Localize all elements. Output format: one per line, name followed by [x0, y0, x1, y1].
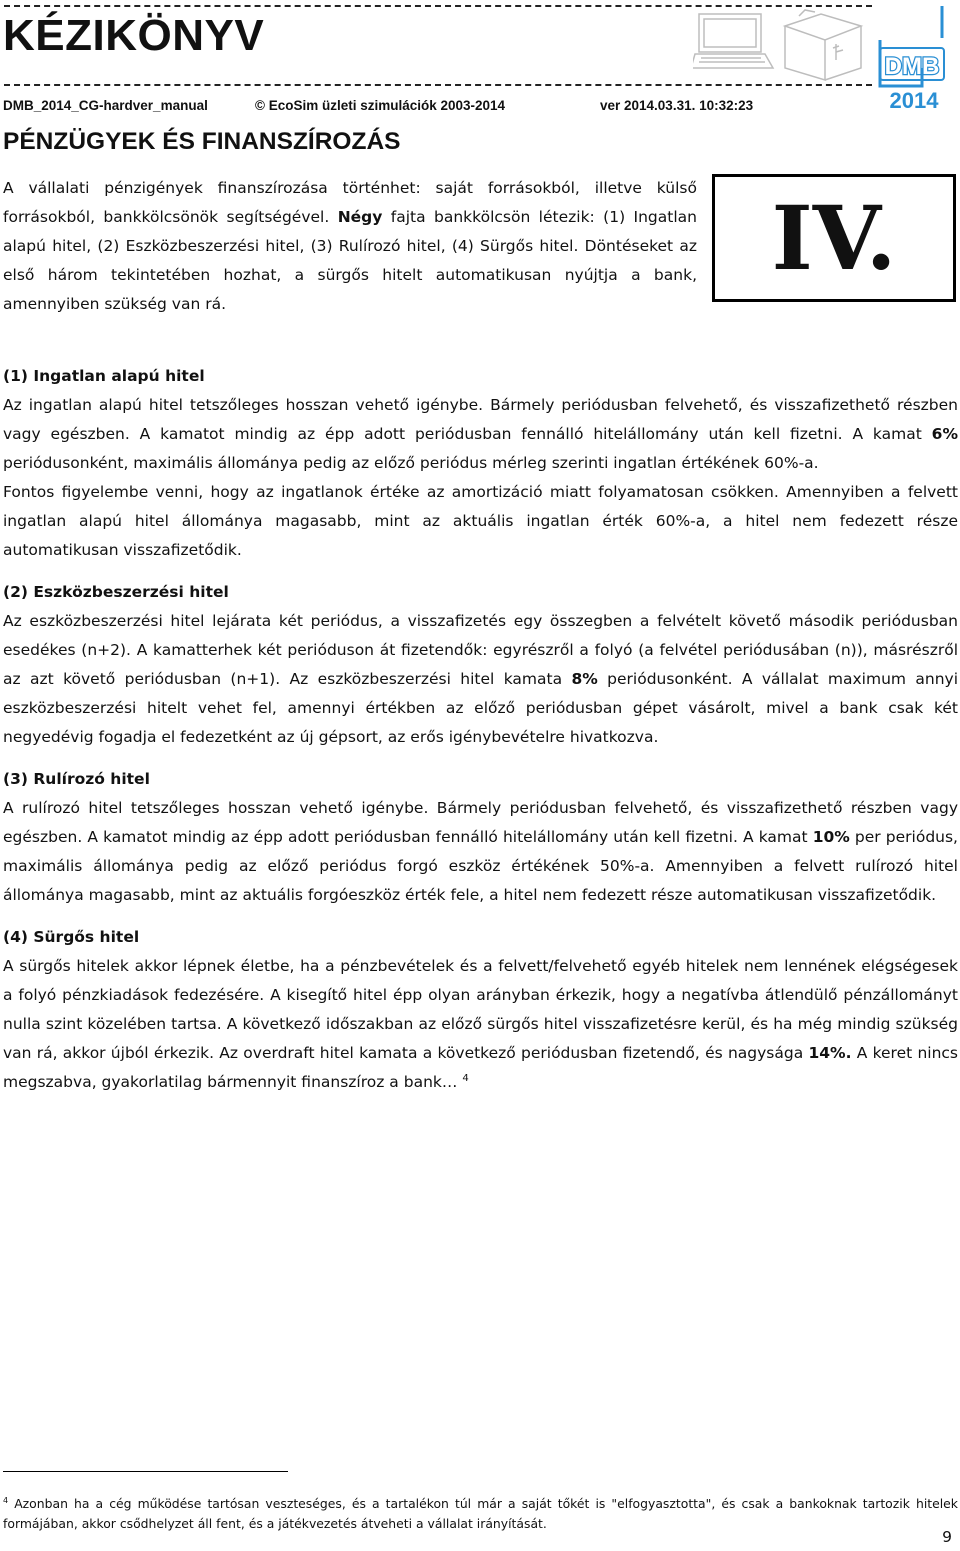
- section-rulirozo-hitel: [3, 765, 958, 910]
- text: Az eszközbeszerzési hitel lejárata két periódus, a visszafizetés egy összegben a felvételt követő második periódusban esedékes (n+2). A kamatterhek két perióduson át fizetendők: egyrészről a folyó (a felvétel periódusában (n)), másrészről az azt követő periódusban (n+1). Az eszközbeszerzési hitel kamata: [3, 612, 958, 688]
- section-title: PÉNZÜGYEK ÉS FINANSZÍROZÁS: [3, 128, 401, 155]
- intro-paragraph: [3, 174, 697, 319]
- text: Az ingatlan alapú hitel tetszőleges hosszan vehető igénybe. Bármely periódusban felvehető, és visszafizethető részben vagy egészben. A kamatot mindig az épp adott periódusban fennálló hitelállomány után kell fizetni. A kamat: [3, 396, 958, 443]
- header-filename: DMB_2014_CG-hardver_manual: [3, 98, 208, 113]
- footnote-number: 4: [3, 1495, 9, 1505]
- rate-value: 6%: [931, 425, 958, 443]
- footnote-separator: [3, 1471, 288, 1472]
- svg-text:DMB: DMB: [884, 53, 940, 80]
- computer-sketch-icon: [693, 8, 871, 82]
- svg-text:2014: 2014: [889, 88, 939, 113]
- intro-text-2: fajta bankkölcsön létezik: (1) Ingatlan alapú hitel, (2) Eszközbeszerzési hitel, (3) Rulírozó hitel, (4) Sürgős hitel. Döntéseket az első három tekintetében hozhat, a sürgős hitelt automatikusan nyújtja a bank, amennyiben szükség van rá.: [3, 208, 697, 313]
- page-number: 9: [942, 1528, 952, 1546]
- document-title: KÉZIKÖNYV: [3, 11, 265, 60]
- text: A keret nincs megszabva, gyakorlatilag bármennyit finanszíroz a bank…: [3, 1044, 959, 1091]
- paragraph: [3, 952, 958, 1097]
- section-heading: (4) Sürgős hitel: [3, 928, 140, 946]
- intro-text-1: A vállalati pénzigények finanszírozása történhet: saját forrásokból, illetve külső forrásokból, bankkölcsönök segítségével.: [3, 179, 697, 226]
- section-ingatlan-hitel: [3, 362, 958, 565]
- footnote-text: Azonban ha a cég működése tartósan veszteséges, és a tartalékon túl már a saját tőkét is "elfogyasztotta", és csak a bankoknak tartozik hitelek formájában, akkor csődhelyzet áll fent, és a játékvezetés átveheti a vállalat irányítását.: [3, 1496, 958, 1531]
- paragraph: [3, 607, 958, 752]
- dmb-2014-logo-icon: [876, 2, 958, 114]
- header-copyright: © EcoSim üzleti szimulációk 2003-2014: [255, 98, 506, 113]
- paragraph: [3, 794, 958, 910]
- text: A sürgős hitelek akkor lépnek életbe, ha a pénzbevételek és a felvett/felvehető egyéb hitelek nem lennének elégségesek a folyó pénzkiadások fedezésére. A kisegítő hitel épp olyan arányban érkezik, hogy a negatívba átlendülő pénzállományt nulla szint közelében tartsa. A következő időszakban az előző sürgős hitel visszafizetésre kerül, és ha még mindig szükség van rá, akkor újból érkezik. Az overdraft hitel kamata a következő periódusban fizetendő, és nagysága: [3, 957, 958, 1062]
- rate-value: 10%: [812, 828, 850, 846]
- text: per periódus, maximális állománya pedig az előző periódus forgó eszköz értékének 50%-a. Amennyiben a felvett rulírozó hitel állománya magasabb, mint az aktuális forgóeszköz érték fele, a hitel nem fedezett része automatikusan visszafizetődik.: [3, 828, 958, 904]
- section-eszkozbeszerzesi-hitel: [3, 578, 958, 752]
- header-dashed-rule-bottom: [4, 84, 872, 86]
- paragraph: [3, 391, 958, 478]
- section-surgos-hitel: [3, 923, 958, 1097]
- text: periódusonként. A vállalat maximum annyi eszközbeszerzési hitelt vehet fel, amennyi értékben az előző periódusban gépet vásárolt, mivel a bank csak két negyedévig fogadja el fedezetként az új gépsort, az erős igénybevételre hivatkozva.: [3, 670, 958, 746]
- section-heading: (1) Ingatlan alapú hitel: [3, 367, 205, 385]
- chapter-number-box: [712, 174, 956, 302]
- text: periódusonként, maximális állománya pedig az előző periódus mérleg szerinti ingatlan értékének 60%-a.: [3, 454, 819, 472]
- header-dashed-rule-top: [4, 5, 872, 7]
- paragraph: Fontos figyelembe venni, hogy az ingatlanok értéke az amortizáció miatt folyamatosan csökken. Amennyiben a felvett ingatlan alapú hitel állománya magasabb, mint az aktuális ingatlan érték 60%-a, a hitel nem fedezett része automatikusan visszafizetődik.: [3, 483, 958, 559]
- section-heading: (3) Rulírozó hitel: [3, 770, 150, 788]
- text: A rulírozó hitel tetszőleges hosszan vehető igénybe. Bármely periódusban felvehető, és visszafizethető részben vagy egészben. A kamatot mindig az épp adott periódusban fennálló hitelállomány után kell fizetni. A kamat: [3, 799, 958, 846]
- rate-value: 14%.: [808, 1044, 852, 1062]
- header-version: ver 2014.03.31. 10:32:23: [600, 98, 754, 113]
- footnote: [3, 1494, 958, 1534]
- section-heading: (2) Eszközbeszerzési hitel: [3, 583, 229, 601]
- chapter-number: IV.: [771, 186, 897, 290]
- main-content: [3, 362, 958, 1110]
- footnote-reference[interactable]: 4: [462, 1072, 469, 1084]
- intro-bold: Négy: [337, 208, 383, 226]
- rate-value: 8%: [571, 670, 598, 688]
- dmb-logo: [876, 2, 958, 114]
